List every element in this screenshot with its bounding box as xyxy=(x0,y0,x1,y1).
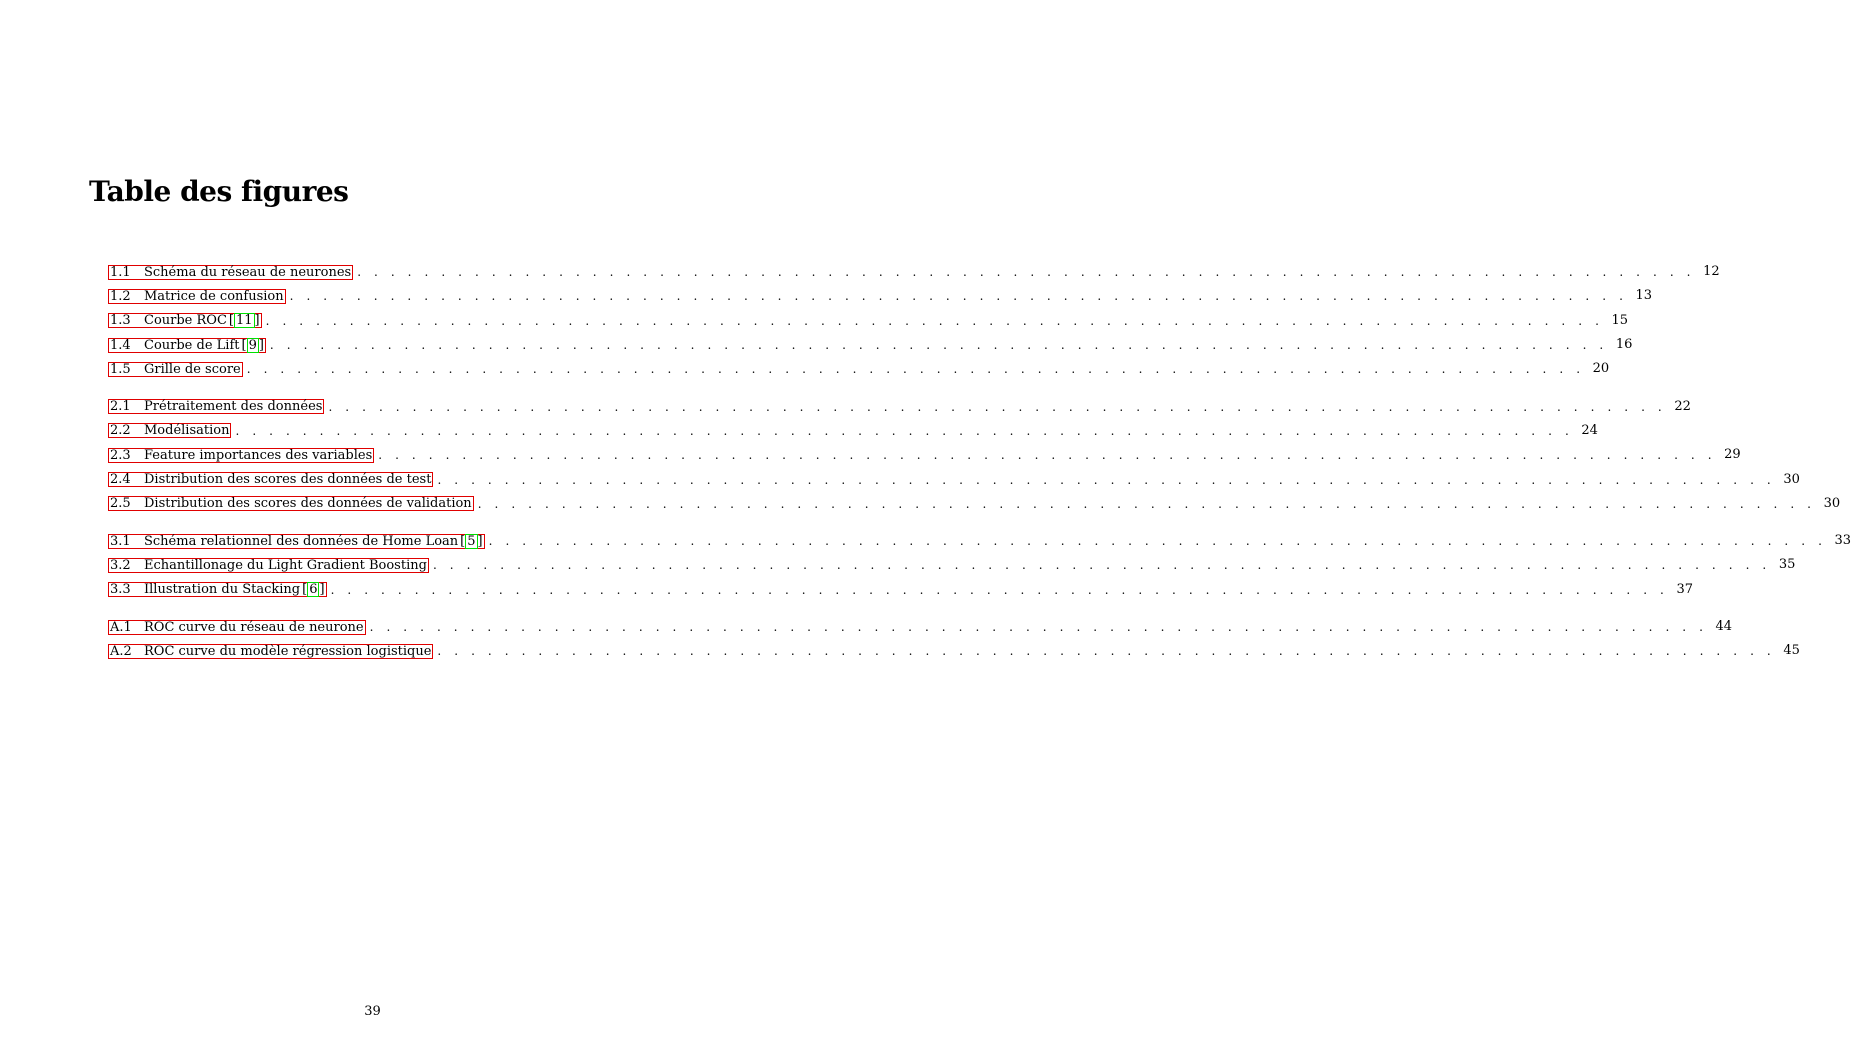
figure-label: Schéma relationnel des données de Home Loan xyxy=(144,533,459,549)
figure-link[interactable] xyxy=(108,620,366,635)
figure-label: Feature importances des variables xyxy=(144,447,373,463)
page-ref: 15 xyxy=(1611,312,1629,328)
figure-link[interactable] xyxy=(108,558,429,573)
citation-number[interactable]: 6 xyxy=(309,582,318,598)
figure-link[interactable] xyxy=(108,644,433,659)
figure-label: ROC curve du réseau de neurone xyxy=(144,619,364,635)
page-ref: 13 xyxy=(1635,288,1653,304)
figure-label: Prétraitement des données xyxy=(144,399,323,415)
toc-entry xyxy=(108,357,1610,381)
leader-dots: . . . . . . . . . . . . . . . . . . . . . . . . . . . . . . . . . . . . . . . . . . . . . . . . . . . . . . . . . . . . . . . . . . . . . . . . . . . . . . . . xyxy=(488,534,1827,549)
figure-link[interactable] xyxy=(108,534,485,549)
figure-label: Grille de score xyxy=(144,361,241,377)
page-ref: 33 xyxy=(1834,533,1851,549)
page-ref: 22 xyxy=(1674,398,1691,414)
figure-number: 2.3 xyxy=(110,447,131,463)
page-ref: 35 xyxy=(1778,557,1796,573)
citation-link[interactable]: [ 11 ] xyxy=(228,313,260,329)
leader-dots: . . . . . . . . . . . . . . . . . . . . . . . . . . . . . . . . . . . . . . . . . . . . . . . . . . . . . . . . . . . . . . . . . . . . . . . . . . . . . . . . xyxy=(477,496,1816,511)
toc-entry xyxy=(108,260,1720,284)
page-ref: 45 xyxy=(1783,643,1800,659)
figure-link[interactable] xyxy=(108,338,266,353)
figure-number: 3.2 xyxy=(110,557,131,573)
toc-entry xyxy=(108,578,1694,602)
figure-label: Matrice de confusion xyxy=(144,288,284,304)
figure-link[interactable] xyxy=(108,448,374,463)
figure-number: A.1 xyxy=(110,619,132,635)
toc-group xyxy=(108,260,1720,381)
page-ref: 24 xyxy=(1581,422,1598,438)
leader-dots: . . . . . . . . . . . . . . . . . . . . . . . . . . . . . . . . . . . . . . . . . . . . . . . . . . . . . . . . . . . . . . . . . . . . . . . . . . . . . . . . xyxy=(357,265,1696,280)
toc-entry xyxy=(108,284,1653,308)
figure-label: Courbe de Lift xyxy=(144,337,240,353)
toc-entry xyxy=(108,553,1796,577)
toc-group xyxy=(108,615,1800,664)
page-number: 39 xyxy=(364,1004,381,1019)
figure-number: 3.3 xyxy=(110,582,131,598)
figure-link[interactable] xyxy=(108,582,327,597)
leader-dots: . . . . . . . . . . . . . . . . . . . . . . . . . . . . . . . . . . . . . . . . . . . . . . . . . . . . . . . . . . . . . . . . . . . . . . . . . . . . . . . . xyxy=(330,582,1669,597)
citation-number[interactable]: 11 xyxy=(235,313,253,329)
toc-entry xyxy=(108,443,1741,467)
toc-entry xyxy=(108,529,1851,553)
toc-group xyxy=(108,394,1841,515)
figure-number: 1.1 xyxy=(110,264,131,280)
figure-link[interactable] xyxy=(108,496,474,511)
toc-entry xyxy=(108,309,1629,333)
page-ref: 20 xyxy=(1592,361,1610,377)
page-ref: 12 xyxy=(1703,264,1720,280)
citation-link[interactable]: [ 6 ] xyxy=(302,582,325,598)
figure-number: 2.2 xyxy=(110,423,131,439)
leader-dots: . . . . . . . . . . . . . . . . . . . . . . . . . . . . . . . . . . . . . . . . . . . . . . . . . . . . . . . . . . . . . . . . . . . . . . . . . . . . . . . . xyxy=(432,558,1771,573)
figure-link[interactable] xyxy=(108,399,324,414)
leader-dots: . . . . . . . . . . . . . . . . . . . . . . . . . . . . . . . . . . . . . . . . . . . . . . . . . . . . . . . . . . . . . . . . . . . . . . . . . . . . . . . . xyxy=(269,338,1608,353)
figure-number: A.2 xyxy=(110,643,132,659)
leader-dots: . . . . . . . . . . . . . . . . . . . . . . . . . . . . . . . . . . . . . . . . . . . . . . . . . . . . . . . . . . . . . . . . . . . . . . . . . . . . . . . . xyxy=(369,620,1708,634)
toc-entry xyxy=(108,492,1841,516)
figure-number: 1.2 xyxy=(110,288,131,304)
leader-dots: . . . . . . . . . . . . . . . . . . . . . . . . . . . . . . . . . . . . . . . . . . . . . . . . . . . . . . . . . . . . . . . . . . . . . . . . . . . . . . . . xyxy=(289,289,1628,304)
figure-number: 1.4 xyxy=(110,337,131,353)
figure-number: 1.5 xyxy=(110,361,131,377)
leader-dots: . . . . . . . . . . . . . . . . . . . . . . . . . . . . . . . . . . . . . . . . . . . . . . . . . . . . . . . . . . . . . . . . . . . . . . . . . . . . . . . . xyxy=(246,362,1585,377)
figure-link[interactable] xyxy=(108,362,243,377)
figure-number: 3.1 xyxy=(110,533,131,549)
citation-link[interactable]: [ 5 ] xyxy=(460,533,483,549)
page-title: Table des figures xyxy=(89,175,349,208)
table-of-figures xyxy=(108,260,1851,676)
toc-entry xyxy=(108,333,1633,357)
citation-number[interactable]: 9 xyxy=(248,337,257,353)
page-ref: 44 xyxy=(1715,619,1733,634)
leader-dots: . . . . . . . . . . . . . . . . . . . . . . . . . . . . . . . . . . . . . . . . . . . . . . . . . . . . . . . . . . . . . . . . . . . . . . . . . . . . . . . . xyxy=(437,644,1776,659)
toc-entry xyxy=(108,394,1691,418)
page-ref: 30 xyxy=(1823,495,1841,511)
figure-number: 2.5 xyxy=(110,496,131,512)
toc-entry xyxy=(108,639,1800,663)
toc-group xyxy=(108,529,1851,602)
toc-entry xyxy=(108,615,1733,639)
figure-label: Distribution des scores des données de validation xyxy=(144,496,472,512)
page-ref: 29 xyxy=(1724,447,1741,463)
figure-link[interactable] xyxy=(108,423,231,438)
figure-label: Modélisation xyxy=(144,423,230,439)
leader-dots: . . . . . . . . . . . . . . . . . . . . . . . . . . . . . . . . . . . . . . . . . . . . . . . . . . . . . . . . . . . . . . . . . . . . . . . . . . . . . . . . xyxy=(378,448,1717,463)
toc-entry xyxy=(108,419,1598,443)
citation-number[interactable]: 5 xyxy=(467,533,476,549)
figure-label: Illustration du Stacking xyxy=(144,582,301,598)
leader-dots: . . . . . . . . . . . . . . . . . . . . . . . . . . . . . . . . . . . . . . . . . . . . . . . . . . . . . . . . . . . . . . . . . . . . . . . . . . . . . . . . xyxy=(265,313,1604,328)
figure-link[interactable] xyxy=(108,265,353,280)
citation-link[interactable]: [ 9 ] xyxy=(241,337,264,353)
toc-entry xyxy=(108,467,1800,491)
figure-label: ROC curve du modèle régression logistique xyxy=(144,643,432,659)
figure-link[interactable] xyxy=(108,313,262,328)
leader-dots: . . . . . . . . . . . . . . . . . . . . . . . . . . . . . . . . . . . . . . . . . . . . . . . . . . . . . . . . . . . . . . . . . . . . . . . . . . . . . . . . xyxy=(328,399,1667,414)
page-ref: 37 xyxy=(1676,581,1694,597)
leader-dots: . . . . . . . . . . . . . . . . . . . . . . . . . . . . . . . . . . . . . . . . . . . . . . . . . . . . . . . . . . . . . . . . . . . . . . . . . . . . . . . . xyxy=(437,472,1776,487)
figure-label: Distribution des scores des données de test xyxy=(144,472,432,488)
page-ref: 16 xyxy=(1615,337,1633,353)
figure-number: 1.3 xyxy=(110,313,131,329)
page-ref: 30 xyxy=(1783,471,1800,487)
figure-link[interactable] xyxy=(108,472,433,487)
figure-label: Schéma du réseau de neurones xyxy=(144,264,352,280)
figure-number: 2.4 xyxy=(110,472,131,488)
figure-label: Echantillonage du Light Gradient Boosting xyxy=(144,557,427,573)
leader-dots: . . . . . . . . . . . . . . . . . . . . . . . . . . . . . . . . . . . . . . . . . . . . . . . . . . . . . . . . . . . . . . . . . . . . . . . . . . . . . . . . xyxy=(235,423,1574,438)
figure-label: Courbe ROC xyxy=(144,313,227,329)
figure-number: 2.1 xyxy=(110,399,131,415)
figure-link[interactable] xyxy=(108,289,286,304)
